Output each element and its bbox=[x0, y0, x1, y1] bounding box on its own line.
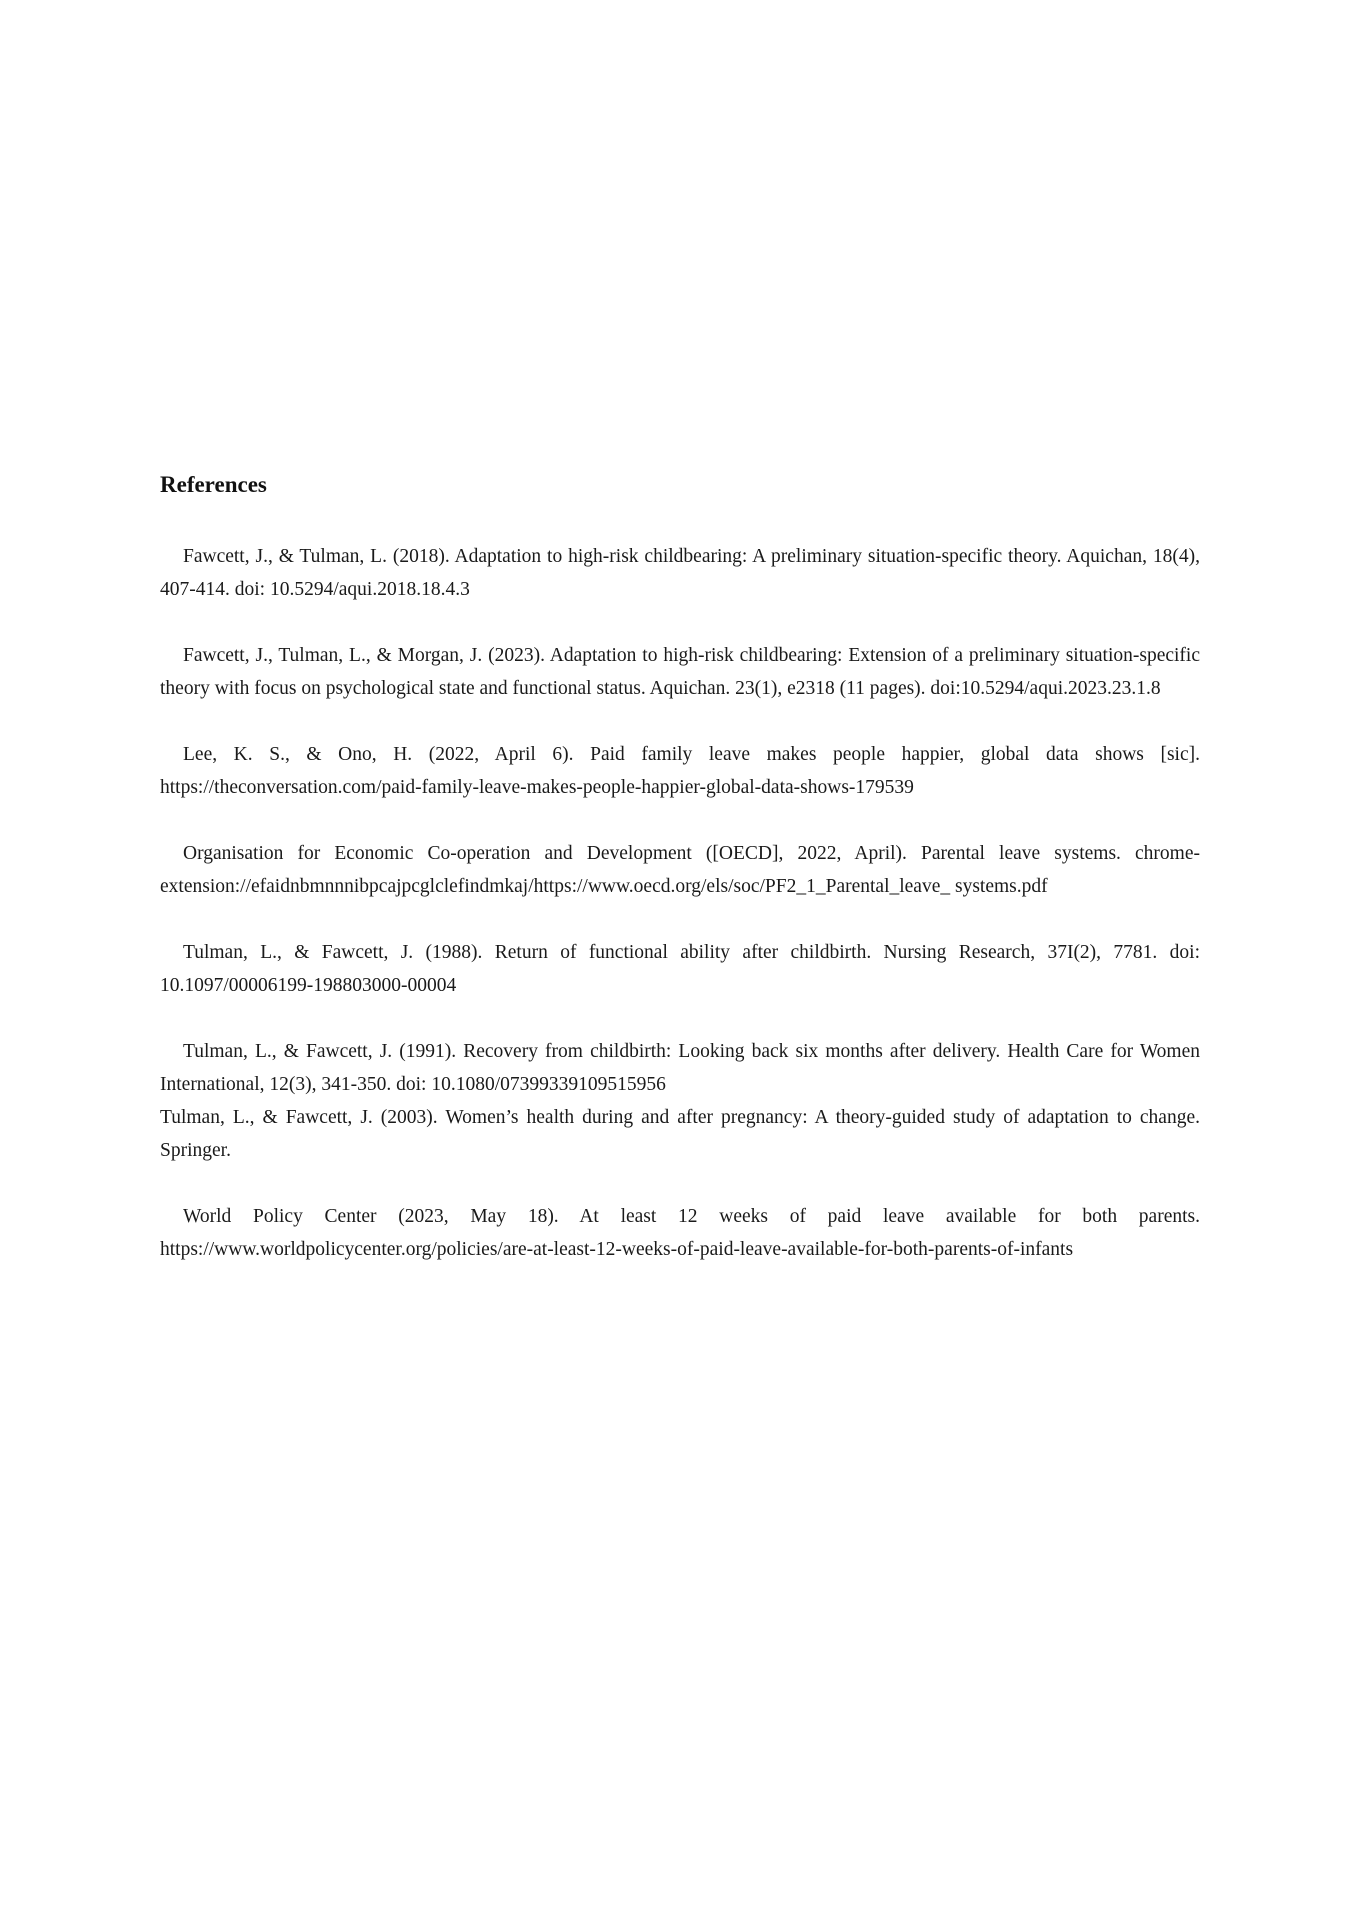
reference-item: Tulman, L., & Fawcett, J. (1991). Recovery from childbirth: Looking back six months after delivery. Health Care for Women International, 12(3), 341-350. doi: 10.1080/07399339109515956 bbox=[160, 1041, 1200, 1095]
reference-item: Tulman, L., & Fawcett, J. (2003). Women’s health during and after pregnancy: A theory-guided study of adaptation to change. Springer. bbox=[160, 1107, 1200, 1161]
reference-list bbox=[160, 540, 1200, 1299]
reference-item: World Policy Center (2023, May 18). At least 12 weeks of paid leave available for both parents. https://www.worldpolicycenter.org/policies/are-at-least-12-weeks-of-paid-leave-available-for-both-parents-of-infants bbox=[160, 1206, 1200, 1260]
reference-item: Fawcett, J., Tulman, L., & Morgan, J. (2023). Adaptation to high-risk childbearing: Extension of a preliminary situation-specific theory with focus on psychological state and functional status. Aquichan. 23(1), e2318 (11 pages). doi:10.5294/aqui.2023.23.1.8 bbox=[160, 645, 1200, 699]
reference-item: Tulman, L., & Fawcett, J. (1988). Return of functional ability after childbirth. Nursing Research, 37I(2), 7781. doi: 10.1097/00006199-198803000-00004 bbox=[160, 942, 1200, 996]
reference-item: Organisation for Economic Co-operation and Development ([OECD], 2022, April). Parental leave systems. chrome-extension://efaidnbmnnnibpcajpcglclefindmkaj/https://www.oecd.org/els/soc/PF2_1_Parental_leave_ systems.pdf bbox=[160, 843, 1200, 897]
reference-item: Lee, K. S., & Ono, H. (2022, April 6). Paid family leave makes people happier, global data shows [sic]. https://theconversation.com/paid-family-leave-makes-people-happier-global-data-shows-179539 bbox=[160, 744, 1200, 798]
references-heading: References bbox=[160, 472, 267, 497]
reference-item: Fawcett, J., & Tulman, L. (2018). Adaptation to high-risk childbearing: A preliminary situation-specific theory. Aquichan, 18(4), 407-414. doi: 10.5294/aqui.2018.18.4.3 bbox=[160, 546, 1200, 600]
